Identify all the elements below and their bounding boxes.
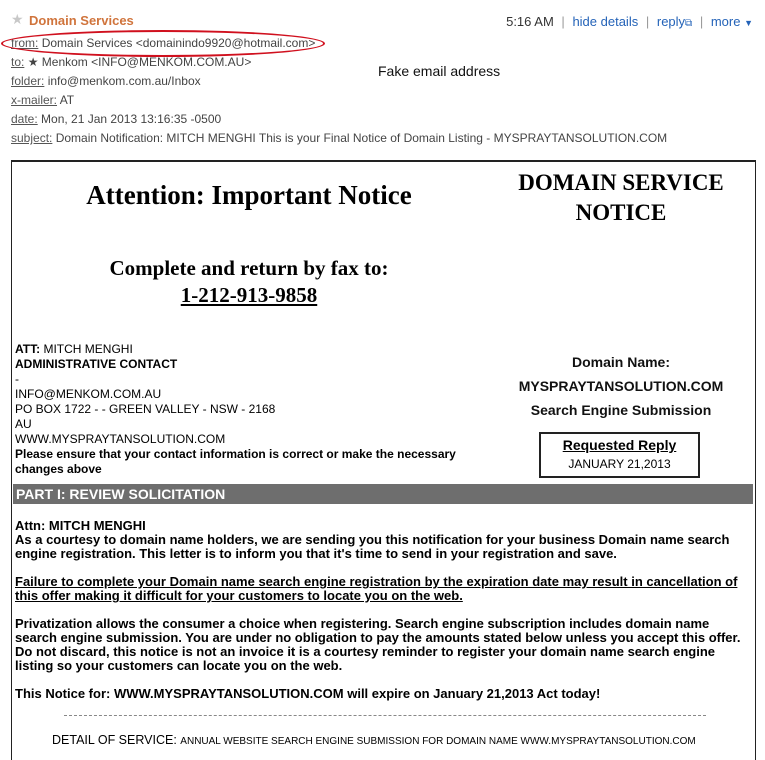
header-actions [506, 14, 753, 29]
solicitation-text [15, 519, 751, 715]
to-label[interactable]: to: [11, 55, 25, 69]
paragraph-2: Failure to complete your Domain name search engine registration by the expiration date may result in cancellation of this offer making it difficult for your customers to locate you on the web. [15, 574, 738, 603]
date-value: Mon, 21 Jan 2013 13:16:35 -0500 [41, 112, 222, 126]
from-value: Domain Services <domainindo9920@hotmail.com> [41, 36, 316, 50]
dashed-divider [64, 715, 706, 716]
reply-link[interactable] [657, 14, 692, 29]
email-time: 5:16 AM [506, 14, 554, 29]
xmailer-label[interactable]: x-mailer: [11, 93, 58, 107]
xmailer-line [11, 93, 74, 107]
folder-line [11, 74, 201, 88]
separator: | [561, 14, 565, 29]
domain-info-block [486, 350, 756, 422]
requested-reply-date: JANUARY 21,2013 [568, 457, 671, 471]
paragraph-3: Privatization allows the consumer a choice when registering. Search engine subscription includes domain name search engine submission. You are under no obligation to pay the amounts stated below unless you accept this offer. Do not discard, this notice is not an invoice it is a courtesy reminder to register your domain name search engine listing so your customers can locate you on the web. [15, 616, 741, 673]
folder-label[interactable]: folder: [11, 74, 45, 88]
contact-dash: - [15, 372, 19, 386]
requested-reply-box [539, 432, 700, 478]
highlight-oval [1, 30, 325, 57]
domain-name: MYSPRAYTANSOLUTION.COM [518, 378, 724, 394]
reply-label: reply [656, 14, 686, 29]
sender-name: Domain Services [29, 13, 134, 28]
to-value: ★ Menkom <INFO@MENKOM.COM.AU> [27, 55, 252, 69]
star-icon[interactable]: ★ [11, 11, 24, 27]
part1-heading-bar: PART I: REVIEW SOLICITATION [13, 484, 753, 504]
contact-role: ADMINISTRATIVE CONTACT [15, 357, 178, 371]
separator: | [645, 14, 650, 29]
paragraph-1: As a courtesy to domain name holders, we are sending you this notification for your business Domain name search engine registration. This letter is to inform you that it's time to send in your registration and save. [15, 532, 730, 561]
paragraph-4: This Notice for: WWW.MYSPRAYTANSOLUTION.COM will expire on January 21,2013 Act today! [15, 686, 601, 701]
detail-text: ANNUAL WEBSITE SEARCH ENGINE SUBMISSION FOR DOMAIN NAME WWW.MYSPRAYTANSOLUTION.COM [180, 736, 696, 747]
chevron-down-icon: ▼ [744, 18, 753, 28]
contact-country: AU [15, 417, 32, 431]
fax-number: 1-212-913-9858 [180, 283, 318, 307]
detail-label: DETAIL OF SERVICE: [52, 733, 177, 747]
ensure-note: Please ensure that your contact information is correct or make the necessary changes above [15, 447, 456, 476]
xmailer-value: AT [59, 93, 75, 107]
contact-email: INFO@MENKOM.COM.AU [15, 387, 162, 401]
to-line [11, 55, 251, 69]
service-title-line1: DOMAIN SERVICE [518, 170, 724, 195]
popout-icon: ⧉ [685, 18, 693, 29]
subject-label[interactable]: subject: [11, 131, 53, 145]
date-line [11, 112, 221, 126]
att-line [15, 342, 470, 357]
att-name: MITCH MENGHI [43, 342, 133, 356]
date-label[interactable]: date: [11, 112, 38, 126]
service-title-line2: NOTICE [575, 200, 667, 225]
more-link[interactable] [711, 14, 753, 29]
folder-value: info@menkom.com.au/Inbox [47, 74, 201, 88]
att-label: ATT: [15, 342, 41, 356]
email-header [0, 0, 765, 160]
attention-heading: Attention: Important Notice [86, 180, 412, 210]
fake-email-annotation: Fake email address [378, 63, 501, 79]
detail-of-service [52, 733, 696, 747]
more-label: more [710, 14, 741, 29]
hide-details-link[interactable]: hide details [572, 14, 639, 29]
separator: | [699, 14, 704, 29]
contact-website: WWW.MYSPRAYTANSOLUTION.COM [15, 432, 226, 446]
search-engine-label: Search Engine Submission [530, 402, 712, 418]
domain-name-label: Domain Name: [571, 354, 671, 370]
complete-return-heading: Complete and return by fax to: [109, 256, 389, 280]
email-body-letter [11, 160, 756, 760]
requested-reply-title: Requested Reply [562, 437, 677, 453]
contact-address: PO BOX 1722 - - GREEN VALLEY - NSW - 2168 [15, 402, 276, 416]
domain-service-notice-title [486, 168, 756, 228]
attn-line: Attn: MITCH MENGHI [15, 518, 146, 533]
from-label[interactable]: from: [11, 36, 39, 50]
subject-line [11, 131, 667, 145]
subject-value: Domain Notification: MITCH MENGHI This is your Final Notice of Domain Listing - MYSPRAYTANSOLUTION.COM [55, 131, 668, 145]
contact-block [15, 342, 470, 477]
